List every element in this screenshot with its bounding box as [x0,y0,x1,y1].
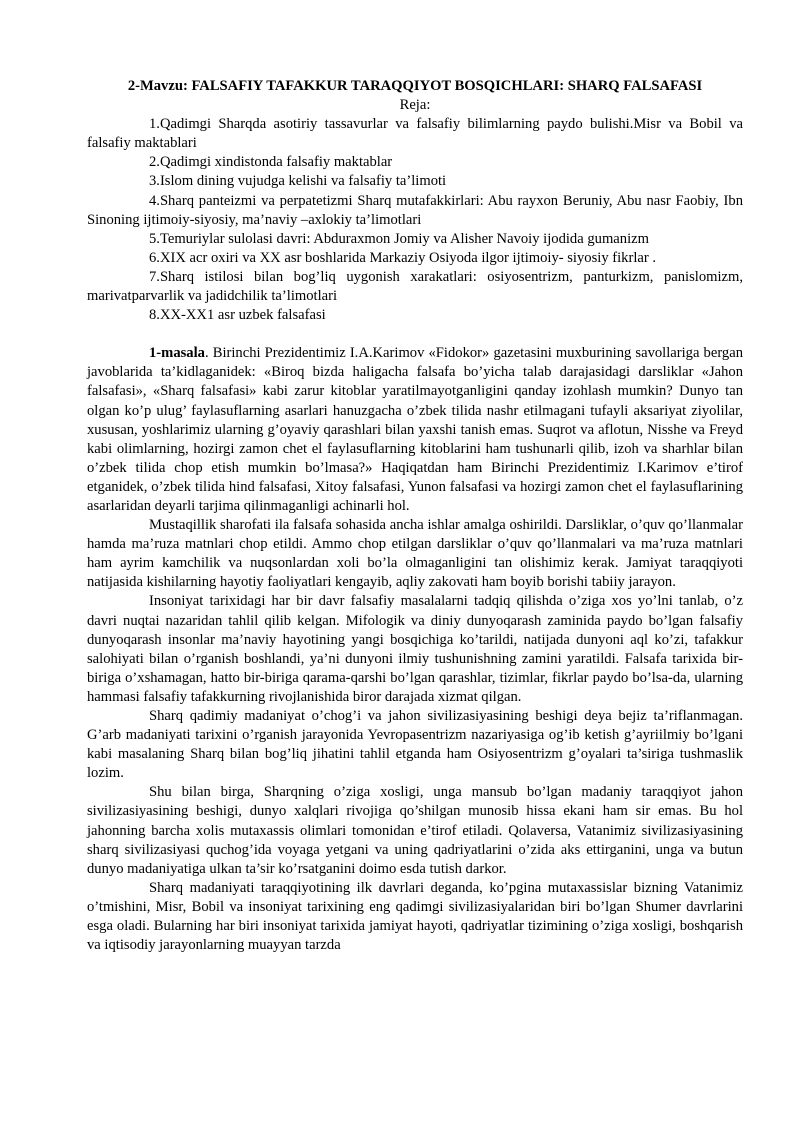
plan-list [87,115,743,325]
paragraph: Shu bilan birga, Sharqning o’ziga xosligi, unga mansub bo’lgan madaniy taraqqiyot jahon sivilizasiyasining beshigi, dunyo xalqlari rivojiga qo’shilgan munosib hissa ekani ham sir emas. Bu hol jahonning barcha xolis mutaxassis olimlari tomonidan e’tirof etiladi. Qolaversa, Vatanimiz sivilizasiyasining sharq sivilizasiyasi quchog’ida voyaga yetgani va uning qadriyatlarini o’zida aks ettirganini, unga va butun dunyo madaniyatiga ulkan ta’sir ko’rsatganini doimo esda tutish darkor. [87,784,743,877]
paragraph: Sharq qadimiy madaniyat o’chog’i va jahon sivilizasiyasining beshigi deya bejiz ta’riflanmagan. G’arb madaniyati tarixini o’rganish jarayonida Yevropasentrizm nazariyasiga og’ib ketish g’ayriilmiy bo’lgani kabi masalaning Sharq bilan bog’liq jihatini tahlil etganda ham Osiyosentrizm g’oyalari ta’siriga tushmaslik lozim. [87,708,743,782]
plan-item: 4.Sharq panteizmi va perpatetizmi Sharq mutafakkirlari: Abu rayxon Beruniy, Abu nasr Faobiy, Ibn Sinoning ijtimoiy-siyosiy, ma’naviy –axlokiy ta’limotlari [87,192,743,228]
plan-heading: Reja: [399,97,431,114]
document-title: 2-Mavzu: FALSAFIY TAFAKKUR TARAQQIYOT BOSQICHLARI: SHARQ FALSAFASI [127,78,703,94]
plan-item: 8.XX-XX1 asr uzbek falsafasi [149,307,326,324]
section-spacer [87,325,743,344]
plan-item: 6.XIX acr oxiri va XX asr boshlarida Markaziy Osiyoda ilgor ijtimoiy- siyosiy fikrlar . [149,249,657,266]
paragraph: Mustaqillik sharofati ila falsafa sohasida ancha ishlar amalga oshirildi. Darsliklar, o’quv qo’llanmalar hamda ma’ruza matnlari chop etildi. Ammo chop etilgan darsliklar o’quv qo’llanmalari va ma’ruza matnlari ham ayrim kamchilik va nuqsonlardan xoli bo’la olmaganligini tan olishimiz kerak. Jamiyat taraqqiyoti natijasida kishilarning hayotiy faoliyatlari kengayib, aqliy zakovati ham boyib borishi tabiiy jarayon. [87,517,743,591]
plan-item: 5.Temuriylar sulolasi davri: Abduraxmon Jomiy va Alisher Navoiy ijodida gumanizm [149,230,649,247]
paragraph: Sharq madaniyati taraqqiyotining ilk davrlari deganda, ko’pgina mutaxassislar bizning Vatanimiz o’tmishini, Misr, Bobil va insoniyat tarixining eng qadimgi sivilizasiyalaridan biri bo’lgan Shumer davrlarini esga oladi. Bularning har biri insoniyat tarixida jamiyat hayoti, qadriyatlar tizimining o’ziga xosligi, boshqarish va iqtisodiy jarayonlarning muayyan tarzda [87,879,743,954]
plan-item: 2.Qadimgi xindistonda falsafiy maktablar [149,154,393,171]
plan-item: 7.Sharq istilosi bilan bog’liq uygonish xarakatlari: osiyosentrizm, panturkizm, panislomizm, marivatparvarlik va jadidchilik ta’limotlari [87,268,743,305]
paragraph-intro [87,344,743,516]
plan-item: 3.Islom dining vujudga kelishi va falsafiy ta’limoti [149,173,447,190]
paragraph-intro-text: . Birinchi Prezidentimiz I.A.Karimov «Fidokor» gazetasini muxburining savollariga bergan javoblarida ta’kidlaganidek: «Biroq bizda haligacha falsafa bo’yicha talab darajasidagi darsliklar «Jahon falsafasi», «Sharq falsafasi» kabi zarur kitoblar yaratilmayotganligini qanday izohlash mumkin? Dunyo tan olgan ko’p ulug’ faylasuflarning asarlari hanuzgacha o’zbek tilida nashr etilmagani tufayli aksariyat ziyolilar, xususan, yoshlarimiz ularning g’oyaviy qarashlari bilan yaxshi tanish emas. Suqrot va aflotun, Nisshe va Freyd kabi olimlarning, hozirgi zamon chet el faylasuflarning kitoblarini ham tushunarli qilib, izoh va sharhlar bilan o’zbek tilida chop etish mumkin bo’lmasa?» Haqiqatdan ham Birinchi Prezidentimiz I.Karimov e’tirof etganidek, o’zbek tilida hind falsafasi, Xitoy falsafasi, Yunon falsafasi va hozirgi zamon chet el faylasuflarining asarlaridan deyarli tarjima qilinmaganligi achinarli hol. [87,345,743,514]
paragraph: Insoniyat tarixidagi har bir davr falsafiy masalalarni tadqiq qilishda o’ziga xos yo’lni tanlab, o’z davri nuqtai nazaridan tahlil qilib kelgan. Mifologik va diniy dunyoqarash zaminida paydo bo’lgan falsafiy dunyoqarash insonlar ma’naviy hayotining yangi bosqichiga ko’tarildi, natijada dunyoni aql ko’zi, tafakkur salohiyati bilan o’rganish boshlandi, ya’ni dunyoni ilmiy tushunishning zamini yaratildi. Falsafa tarixida bir-biriga o’xshamagan, hatto bir-biriga qarama-qarshi bo’lgan qarashlar, tizimlar, fikrlar paydo bo’lsa-da, ularning hammasi falsafiy tafakkurning rivojlanishida biror darajada xizmat qilgan. [87,593,743,705]
section-label: 1-masala [149,345,205,362]
plan-item: 1.Qadimgi Sharqda asotiriy tassavurlar va falsafiy bilimlarning paydo bulishi.Misr va Bobil va falsafiy maktablari [87,116,743,152]
document-page [87,77,743,955]
